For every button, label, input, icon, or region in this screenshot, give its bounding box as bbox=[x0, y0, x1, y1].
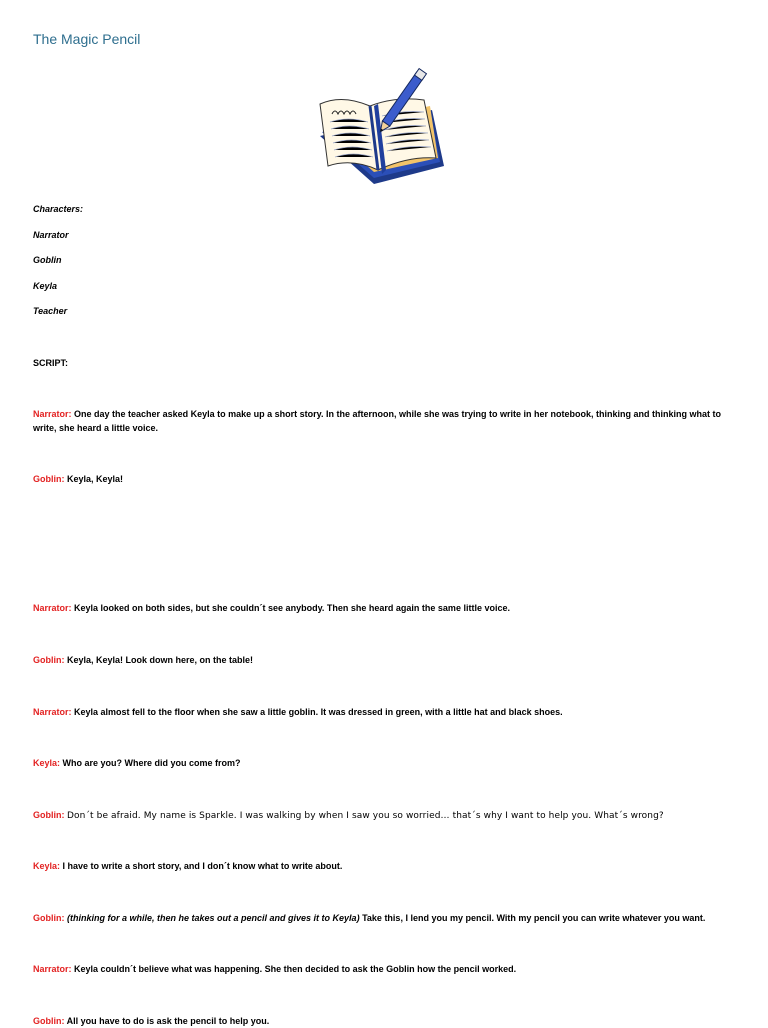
dialogue-text: Keyla, Keyla! bbox=[67, 474, 124, 484]
speaker-label: Goblin: bbox=[33, 913, 65, 923]
character-keyla: Keyla bbox=[33, 281, 58, 291]
characters-heading: Characters: bbox=[33, 204, 84, 214]
page-title: The Magic Pencil bbox=[33, 31, 141, 47]
dialogue-text: Who are you? Where did you come from? bbox=[62, 758, 241, 768]
speaker-label: Narrator: bbox=[33, 409, 72, 419]
dialogue-text: Keyla, Keyla! Look down here, on the table! bbox=[67, 655, 254, 665]
speaker-label: Goblin: bbox=[33, 655, 65, 665]
dialogue-text: Keyla couldn´t believe what was happening. She then decided to ask the Goblin how the pencil worked. bbox=[74, 964, 517, 974]
speaker-label: Narrator: bbox=[33, 964, 72, 974]
dialogue-text: Keyla looked on both sides, but she couldn´t see anybody. Then she heard again the same little voice. bbox=[74, 603, 510, 613]
script-line bbox=[33, 911, 738, 925]
script-line bbox=[33, 407, 738, 435]
speaker-label: Narrator: bbox=[33, 603, 72, 613]
speaker-label: Keyla: bbox=[33, 758, 61, 768]
script-line bbox=[33, 962, 738, 976]
dialogue-text: Don´t be afraid. My name is Sparkle. I was walking by when I saw you so worried… that´s why I want to help you. What´s wrong? bbox=[67, 811, 664, 821]
character-teacher: Teacher bbox=[33, 306, 68, 316]
script-heading: SCRIPT: bbox=[33, 358, 69, 368]
script-line bbox=[33, 705, 738, 719]
stage-direction: (thinking for a while, then he takes out a pencil and gives it to Keyla) bbox=[67, 913, 360, 923]
script-line bbox=[33, 756, 738, 770]
dialogue-text: Keyla almost fell to the floor when she saw a little goblin. It was dressed in green, with a little hat and black shoes. bbox=[74, 707, 563, 717]
dialogue-text: I have to write a short story, and I don´t know what to write about. bbox=[62, 861, 343, 871]
speaker-label: Keyla: bbox=[33, 861, 61, 871]
speaker-label: Narrator: bbox=[33, 707, 72, 717]
speaker-label: Goblin: bbox=[33, 474, 65, 484]
dialogue-text: One day the teacher asked Keyla to make up a short story. In the afternoon, while she was trying to write in her notebook, thinking and thinking what to write, she heard a little voice. bbox=[33, 409, 721, 433]
dialogue-text: All you have to do is ask the pencil to help you. bbox=[66, 1016, 270, 1026]
script-line bbox=[33, 601, 738, 615]
script-line bbox=[33, 859, 738, 873]
character-goblin: Goblin bbox=[33, 255, 62, 265]
script-line bbox=[33, 472, 738, 486]
book-pencil-icon bbox=[312, 66, 448, 190]
speaker-label: Goblin: bbox=[33, 1016, 65, 1026]
speaker-label: Goblin: bbox=[33, 810, 65, 820]
script-line bbox=[33, 653, 738, 667]
script-line bbox=[33, 1014, 738, 1028]
script-line bbox=[33, 808, 738, 823]
dialogue-text: Take this, I lend you my pencil. With my pencil you can write whatever you want. bbox=[362, 913, 706, 923]
character-narrator: Narrator bbox=[33, 230, 69, 240]
